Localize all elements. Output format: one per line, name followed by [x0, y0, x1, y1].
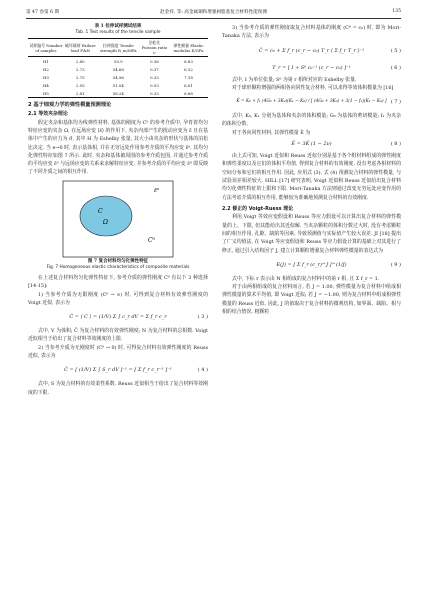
journal-volume: 第 47 卷第 6 期 [26, 10, 59, 15]
paragraph: 3) 当参考介质的弹性刚度取复合材料基体的刚度 (C⁰ = c₀) 时, 即为 Mori-Tanaka 方法, 表示为 [222, 25, 401, 40]
paragraph: 2) 当参考介质为无刚度时 (C⁰ → 0) 时, 可得复合材料有效弹性刚度的 Reuss 近似, 表示为 [28, 344, 208, 360]
section-2-2-heading: 2.2 修正的 Voigt-Ruess 理论 [222, 205, 294, 212]
equation-7 [222, 92, 401, 112]
table-cell: 0.37 [150, 66, 159, 72]
table1-col-poisson: 泊松比 Poisson ratio ν [141, 40, 168, 56]
table-cell: 0.33 [150, 74, 159, 80]
equation-5-number: ( 5 ) [390, 47, 401, 54]
table-cell: 6.52 [184, 66, 193, 72]
right-column [222, 24, 401, 316]
equation-8 [222, 137, 401, 152]
paragraph: 式中, I 为单位张量; S⁰ 为第 r 相所对应的 Eshelby 张量. [232, 76, 357, 83]
paragraph: 式中, K₀, K₁ 分别为基体和夹杂的体积模量; G₀ 为基体的剪切模量; f₁ 为夹杂的体积分数. [222, 113, 401, 128]
inclusion-ellipse [80, 196, 132, 236]
paragraph: 对于各向同性材料, 其弹性模量 Ē 为 [232, 129, 311, 136]
figure-7 [28, 180, 208, 258]
left-column [28, 24, 208, 397]
page-number: 135 [392, 9, 401, 14]
table-cell: H5 [28, 89, 64, 98]
paragraph: 式中, 下标 r 表示由 N 相组成的复合材料中的第 r 相, 且 Σ f_r = 1. [232, 275, 380, 282]
table-cell: 56.24 [97, 89, 140, 98]
table-cell: 51.04 [112, 82, 124, 88]
table-cell: H4 [43, 82, 49, 88]
fig-label-c: C [98, 207, 103, 215]
paragraph: 1) 当参考介质为无限刚度 (C⁰ → ∞) 时, 可得到复合材料有效弹性刚度的 Voigt 近似, 表示为 [28, 291, 208, 306]
fig-label-omega: Ω [103, 218, 108, 226]
paragraph: 利用 Voigt 等效应变假设和 Reuss 等应力假设可以计算出复合材料的弹性模量的上、下限, 但其能给出其近似解. 当夹杂颗粒的体积分数过大时, 没有考虑颗粒间的相互作用, 孔隙、缺陷等因素, 导致预测值与实际值产生较大误差. JI [18] 提出了广义均值法, 在 Voigt 等应变假设和 Reuss 等应力假设计算的基础上对其进行了修正, 通过引入结构因子 J, 建立计算颗粒增强复合材料弹性模量的表达式为 [222, 214, 401, 254]
table-cell: 2.55 [75, 82, 85, 88]
table1-col-load: 破坏载荷 Failure load F/kN [64, 39, 97, 57]
paragraph: 式中, S 为复合材料的有效柔性系数. Reuss 近似相当于给出了复合材料等效刚度的下限. [28, 381, 208, 396]
table-cell: 2.81 [64, 89, 97, 98]
table-row [28, 81, 208, 89]
table1-title-en: Tab. 1 Test results of the tensile sample [75, 30, 161, 36]
table1-col-number: 试样编号 Number of samples [28, 39, 64, 57]
equation-8-body: Ē = 3K̄ (1 − 2ν) [291, 141, 332, 148]
header-rule [26, 18, 401, 19]
table-cell: H1 [43, 58, 49, 64]
paragraph: 对于由两相组成的复合材料而言, 若 J = 1.00, 弹性模量为复合材料中组成相弹性模量的算术平均值, 即 Voigt 近似; 若 J = −1.00, 则为复合材料中组成相弹性模量的 Reuss 近似. 因此, J 的值取决于复合材料的微观结构, 如界面、缺陷、相与相的结合情况. 粗颗粒 [222, 284, 401, 316]
figure-7-caption-en: Fig. 7 Homogeneous elastic characteristics of composite materials [46, 264, 190, 270]
table-row [28, 65, 208, 73]
equation-6-body: T_r = [ I + S⁰ c₀⁻¹ (c_r − c₀) ]⁻¹ [272, 64, 351, 71]
fig-label-c0: C⁰ [148, 236, 155, 244]
fig-label-ebar: ε̄⁰ [154, 187, 160, 194]
homogenization-diagram [62, 180, 174, 258]
equation-7-number: ( 7 ) [390, 99, 401, 106]
equation-3-body: C̄ = ⟨ C ⟩ = (1/V) Σ ∫ c_r dV = Σ f_r c_r [69, 314, 167, 321]
equation-9-number: ( 9 ) [390, 261, 401, 268]
table-cell: 6.68 [169, 89, 208, 98]
table-cell: 7.18 [184, 74, 193, 80]
table1 [28, 38, 208, 98]
equation-6-number: ( 6 ) [390, 64, 401, 71]
equation-9 [222, 255, 401, 275]
section-2-heading: 2 基于细观力学的弹性模量预测理论 [28, 102, 112, 109]
paragraph: 对于球形颗粒增强的两相各向同性复合材料, 可以求得等效体积模量为 [16] [232, 84, 394, 91]
equation-9-body: E(J) = [ Σ f_r (c_r)^J ]^(1/J) [276, 261, 347, 268]
table-cell: 54.96 [112, 74, 124, 80]
table-cell: 54.68 [112, 66, 124, 72]
equation-3 [28, 307, 208, 327]
table1-col-strength: 拉伸强度 Tensile strength R_m/MPa [97, 39, 140, 57]
figure-7-caption-zh: 图 7 复合材料均匀化弹性特征 [87, 258, 149, 264]
paragraph: 式中, V 为体积; C̄ 为复合材料的有效弹性刚度; N 为复合材料的总相数. Voigt 近似相当于给出了复合材料等效刚度的上限. [28, 328, 208, 343]
table-row [28, 89, 208, 98]
running-title: 赵金祥, 等: 高金属铜和增强树脂基复合材料性能预测 [160, 10, 267, 15]
table-cell: 6.61 [184, 82, 193, 88]
table-cell: 6.83 [184, 58, 193, 64]
table-cell: 55.9 [113, 58, 123, 64]
equation-6 [222, 61, 401, 76]
table-row [28, 73, 208, 81]
table1-col-modulus: 弹性模量 Elastic modulus E/GPa [169, 39, 208, 57]
paragraph: 在上述复合材料均匀化弹性特征下, 参考介质的弹性刚度 C⁰ 有以下 3 种选择 [14-15]: [28, 274, 208, 290]
table-cell: H2 [43, 66, 49, 72]
table1-title-zh: 表 1 拉伸试样测试结果 [94, 24, 142, 29]
equation-5-body: C̄ = c₀ + Σ f_r (c_r − c₀) T_r ⟨ Σ f_r T_r ⟩⁻¹ [258, 47, 365, 54]
table-cell: 0.53 [150, 82, 159, 88]
equation-5 [222, 41, 401, 61]
paragraph: 由上式可知, Voigt 近似和 Reuss 近似分别是基于各个组材料组成的弹性刚度和弹性柔度以及它们的体积平均值, 得到复合材料的有效刚度, 没有考虑各相材料的空间分布和它们的相互作用. 因此, 应用式 (3), 式 (4) 预测复合材料的弹性模量, 与试验误差相差较大. HILL [17] 研究表明, Voigt 近似和 Reuss 近似给出复合材料均匀化弹性特征的上限和下限. Mori-Tanaka 方法则通过改变无穷远处应变作用的方法考虑介质的相互作用, 能够较为准确地预测复合材料的有效刚度. [222, 153, 401, 201]
table-cell: 2.80 [75, 58, 85, 64]
table-cell: 0.33 [140, 89, 169, 98]
equation-8-number: ( 8 ) [390, 141, 401, 148]
equation-4-body: C̄ = [ (1/V) Σ ∫ S_r dV ]⁻¹ = [ Σ f_r c_r⁻¹ ]⁻¹ [64, 367, 172, 374]
table-row [28, 57, 208, 66]
table-cell: 0.36 [150, 58, 159, 64]
equation-3-number: ( 3 ) [197, 314, 208, 321]
equation-7-body: K̄ = K₀ + f₁ (4G₀ + 3K₀)(K₁ − K₀) / [ (4G₀ + 3K₀) + 3(1 − f₁)(K₁ − K₀) ] [236, 99, 387, 105]
table-cell: 2.75 [75, 74, 85, 80]
table1-header-row [28, 39, 208, 57]
table-cell: H3 [43, 74, 49, 80]
equation-4 [28, 360, 208, 380]
paragraph: 假定夹杂和基体均为线弹性材料, 基体的刚度为 C⁰ 的参考介质中, 孕育着均匀特征应变的夹杂 Ω, 在远场应变 ⟨ε̄⟩ 的作用下, 夹杂内部产生的扰动应变为 ε̃ 且在基体中产生的应力为 σ̃, 其中 H 为 Eshelby 张量, 其大小由夹杂的形状与基体的泊松比决定. 当 e→0 时, 表示基体相, 并在无穷远处作用参考介质的平均应变 ε̄⁰, 其均匀化弹性特征如图 7 所示. 此时, 夹杂和基体被周围的参考介质包围, 并通过参考介质的平均应变 ε̄⁰ 与远场应变的关系来求解特征应变, 并参考介质的平均应变 ε̄⁰ 即反映了不同介质之间的相互作用. [28, 119, 208, 176]
table-cell: 2.73 [75, 66, 85, 72]
section-2-1-heading: 2.1 等效夹杂理论 [28, 111, 68, 118]
equation-4-number: ( 4 ) [197, 367, 208, 374]
